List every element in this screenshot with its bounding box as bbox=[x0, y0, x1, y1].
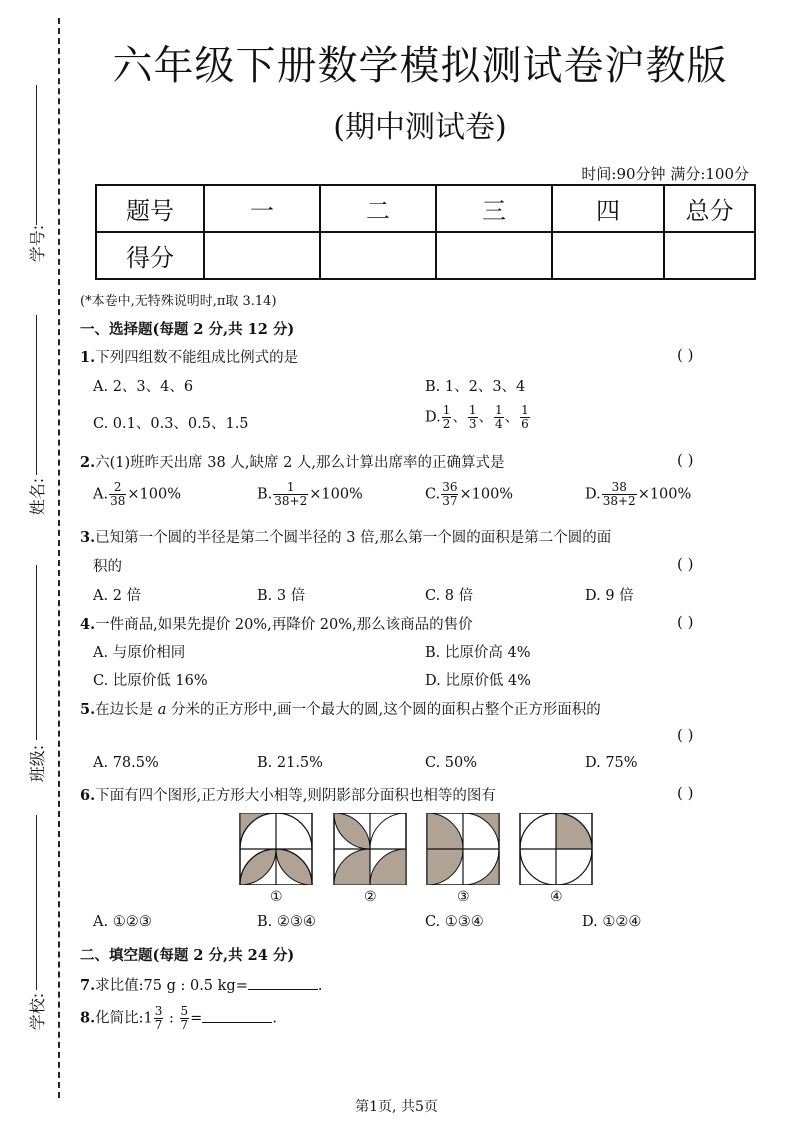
score-cell[interactable] bbox=[320, 232, 436, 279]
option-label: C. bbox=[425, 486, 441, 503]
denominator: 4 bbox=[495, 417, 503, 431]
fraction bbox=[109, 481, 126, 508]
table-cell: 二 bbox=[320, 185, 436, 232]
figure-label: ② bbox=[364, 889, 377, 905]
question-2 bbox=[80, 451, 505, 472]
fraction bbox=[442, 404, 452, 431]
numerator: 1 bbox=[521, 403, 529, 417]
option-d: D. ①②④ bbox=[582, 914, 642, 930]
table-cell: 总分 bbox=[664, 185, 755, 232]
name-label: 姓名: bbox=[28, 477, 48, 516]
fraction bbox=[154, 1005, 164, 1032]
answer-parens[interactable]: ( ) bbox=[677, 346, 694, 364]
suffix: ×100% bbox=[127, 486, 181, 503]
table-row bbox=[96, 185, 755, 232]
question-4 bbox=[80, 613, 473, 634]
period: . bbox=[272, 1010, 277, 1027]
question-number: 6. bbox=[80, 787, 96, 804]
option-c bbox=[425, 481, 513, 508]
option-a: A. ①②③ bbox=[93, 914, 152, 930]
fraction bbox=[441, 481, 458, 508]
fraction bbox=[602, 481, 637, 508]
class-line bbox=[36, 565, 37, 740]
section-title: 一、选择题(每题 2 分,共 12 分) bbox=[80, 321, 295, 338]
question-text: 下列四组数不能组成比例式的是 bbox=[95, 350, 299, 366]
table-cell: 三 bbox=[436, 185, 552, 232]
question-text: 一件商品,如果先提价 20%,再降价 20%,那么该商品的售价 bbox=[95, 617, 473, 633]
fraction bbox=[180, 1005, 190, 1032]
name-line bbox=[36, 315, 37, 475]
question-number: 3. bbox=[80, 529, 96, 546]
question-text: 化简比:1 bbox=[95, 1010, 153, 1027]
score-cell[interactable] bbox=[664, 232, 755, 279]
numerator: 36 bbox=[442, 480, 458, 494]
question-text: 在边长是 bbox=[95, 702, 158, 718]
option-b: B. 3 倍 bbox=[257, 588, 306, 604]
question-text: 求比值:75 g : 0.5 kg= bbox=[95, 978, 248, 994]
page-footer: 第1页, 共5页 bbox=[355, 1099, 438, 1115]
school-line bbox=[36, 815, 37, 990]
question-text-cont: 积的 bbox=[93, 559, 122, 575]
table-cell: 四 bbox=[552, 185, 664, 232]
answer-blank[interactable] bbox=[248, 977, 318, 990]
answer-parens[interactable]: ( ) bbox=[677, 555, 694, 573]
table-cell: 得分 bbox=[96, 232, 204, 279]
answer-parens[interactable]: ( ) bbox=[677, 784, 694, 802]
option-a: A. 2 倍 bbox=[93, 588, 142, 604]
option-a: A. 与原价相同 bbox=[93, 645, 186, 661]
numerator: 1 bbox=[495, 403, 503, 417]
option-c: C. ①③④ bbox=[425, 914, 484, 930]
question-text: 分米的正方形中,画一个最大的圆,这个圆的面积占整个正方形面积的 bbox=[166, 702, 601, 718]
question-number: 8. bbox=[80, 1009, 96, 1027]
option-b: B. 21.5% bbox=[257, 755, 323, 771]
option-a bbox=[93, 481, 181, 508]
cut-line bbox=[58, 18, 60, 1098]
score-cell[interactable] bbox=[552, 232, 664, 279]
note: (*本卷中,无特殊说明时,π取 3.14) bbox=[80, 294, 277, 309]
option-c: C. 50% bbox=[425, 755, 478, 771]
score-cell[interactable] bbox=[204, 232, 320, 279]
option-d bbox=[585, 481, 691, 508]
school-label: 学校: bbox=[28, 992, 48, 1031]
numerator: 3 bbox=[154, 1004, 163, 1018]
figure-1 bbox=[239, 813, 313, 885]
table-row bbox=[96, 232, 755, 279]
score-cell[interactable] bbox=[436, 232, 552, 279]
denominator: 6 bbox=[521, 417, 529, 431]
figure-label: ④ bbox=[550, 889, 563, 905]
question-6 bbox=[80, 784, 496, 805]
fraction bbox=[494, 404, 504, 431]
question-number: 4. bbox=[80, 616, 96, 633]
suffix: ×100% bbox=[637, 486, 692, 503]
denominator: 7 bbox=[180, 1018, 189, 1032]
colon: : bbox=[164, 1010, 179, 1027]
variable: a bbox=[157, 702, 167, 718]
question-5 bbox=[80, 698, 601, 719]
numerator: 1 bbox=[468, 403, 477, 417]
question-1 bbox=[80, 346, 298, 367]
option-d: D. $\frac{1}{2}$ 、 $\frac{1}{3}$ 、 $\frac{1}{4}$ 、 $\frac{1}{6}$ bbox=[425, 403, 529, 431]
fraction bbox=[273, 481, 308, 508]
student-id-label: 学号: bbox=[28, 224, 48, 263]
option-d: D. 比原价低 4% bbox=[425, 673, 531, 689]
binding-margin bbox=[0, 0, 70, 1121]
question-7 bbox=[80, 974, 322, 995]
class-label: 班级: bbox=[28, 744, 48, 783]
figure-3 bbox=[426, 813, 500, 885]
option-b: B. 比原价高 4% bbox=[425, 645, 531, 661]
option-c: C. 8 倍 bbox=[425, 588, 474, 604]
figure-2 bbox=[333, 813, 407, 885]
option-label: A. bbox=[93, 486, 109, 503]
answer-parens[interactable]: ( ) bbox=[677, 613, 694, 631]
answer-blank[interactable] bbox=[202, 1010, 272, 1023]
numerator: 1 bbox=[273, 481, 308, 495]
numerator: 5 bbox=[180, 1004, 189, 1018]
table-cell: 题号 bbox=[96, 185, 204, 232]
question-text: 已知第一个圆的半径是第二个圆半径的 3 倍,那么第一个圆的面积是第二个圆的面 bbox=[95, 530, 612, 546]
option-d: D. 9 倍 bbox=[585, 588, 634, 604]
question-3 bbox=[80, 526, 611, 547]
question-number: 2. bbox=[80, 454, 96, 471]
answer-parens[interactable]: ( ) bbox=[677, 726, 694, 744]
numerator: 2 bbox=[109, 481, 126, 495]
option-d: D. 75% bbox=[585, 755, 638, 771]
suffix: ×100% bbox=[309, 486, 363, 503]
numerator: 1 bbox=[442, 403, 451, 417]
fraction bbox=[520, 404, 530, 431]
numerator: 38 bbox=[602, 481, 637, 495]
option-a: A. 78.5% bbox=[93, 755, 159, 771]
option-label: B. bbox=[257, 486, 273, 503]
figure-4 bbox=[519, 813, 593, 885]
time-info: 时间:90分钟 满分:100分 bbox=[581, 165, 749, 183]
question-number: 7. bbox=[80, 977, 96, 994]
student-id-line bbox=[36, 85, 37, 225]
question-number: 5. bbox=[80, 701, 96, 718]
denominator: 2 bbox=[442, 417, 451, 431]
question-number: 1. bbox=[80, 349, 96, 366]
figure-label: ① bbox=[270, 889, 283, 905]
fraction bbox=[468, 404, 478, 431]
denominator: 3 bbox=[468, 417, 477, 431]
denominator: 7 bbox=[154, 1018, 163, 1032]
option-a: A. 2、3、4、6 bbox=[93, 379, 194, 395]
page-title: 六年级下册数学模拟测试卷沪教版 bbox=[112, 43, 728, 89]
equals: = bbox=[190, 1010, 203, 1027]
question-text: 六(1)班昨天出席 38 人,缺席 2 人,那么计算出席率的正确算式是 bbox=[95, 455, 505, 471]
option-b bbox=[257, 481, 363, 508]
answer-parens[interactable]: ( ) bbox=[677, 451, 694, 469]
page-subtitle: (期中测试卷) bbox=[333, 110, 507, 145]
table-cell: 一 bbox=[204, 185, 320, 232]
denominator: 38+2 bbox=[274, 494, 308, 508]
denominator: 37 bbox=[442, 494, 458, 508]
denominator: 38 bbox=[110, 494, 126, 508]
option-c: C. 0.1、0.3、0.5、1.5 bbox=[93, 416, 249, 432]
option-c: C. 比原价低 16% bbox=[93, 673, 208, 689]
period: . bbox=[317, 978, 323, 994]
option-b: B. ②③④ bbox=[257, 914, 316, 930]
question-8 bbox=[80, 1005, 277, 1032]
option-label: D. bbox=[585, 486, 601, 503]
option-b: B. 1、2、3、4 bbox=[425, 379, 526, 395]
question-text: 下面有四个图形,正方形大小相等,则阴影部分面积也相等的图有 bbox=[95, 788, 496, 804]
figure-label: ③ bbox=[457, 889, 470, 905]
score-table bbox=[95, 184, 756, 280]
denominator: 38+2 bbox=[602, 494, 636, 508]
suffix: ×100% bbox=[459, 486, 514, 503]
option-label: D. bbox=[425, 409, 441, 426]
section-title: 二、填空题(每题 2 分,共 24 分) bbox=[80, 947, 295, 964]
